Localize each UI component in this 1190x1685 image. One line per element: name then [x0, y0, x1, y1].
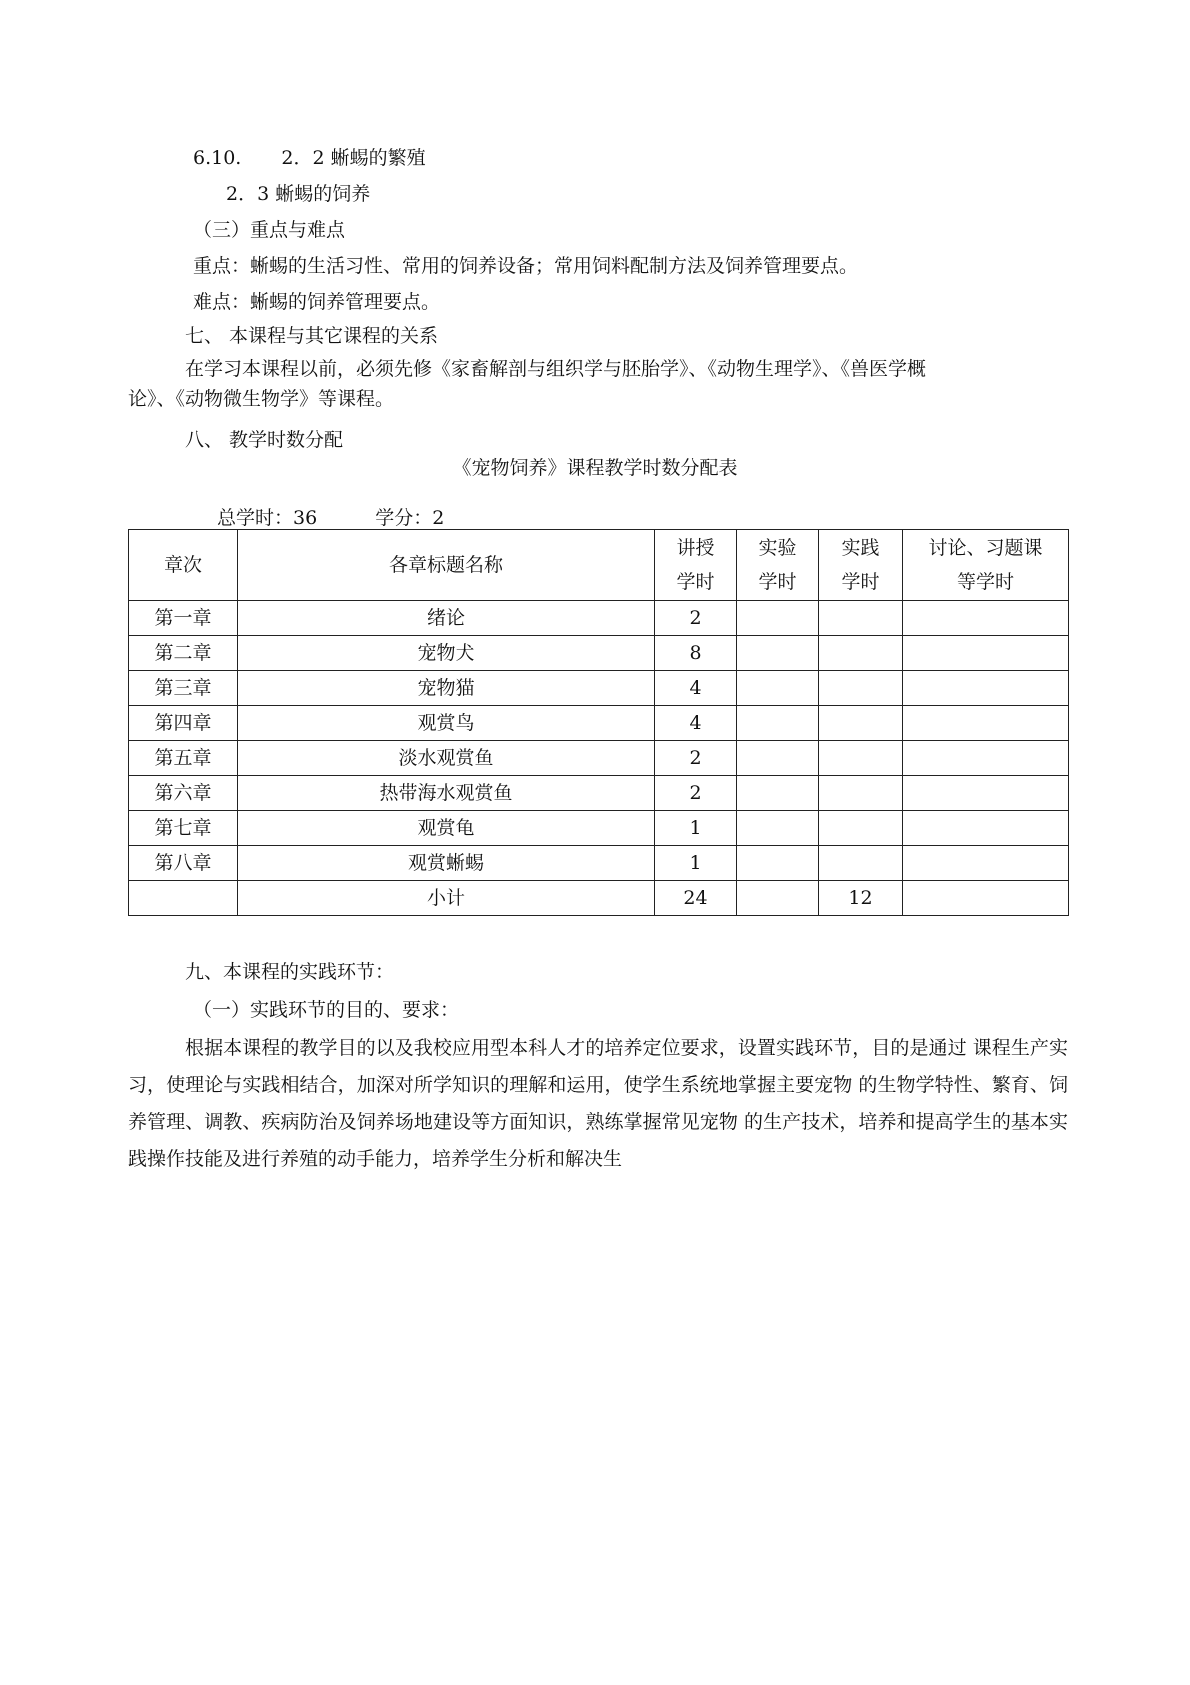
- cell-lecture: 1: [655, 846, 737, 881]
- totals-line: [217, 506, 444, 530]
- cell-title: 观赏蜥蜴: [238, 846, 655, 881]
- cell-lecture: 2: [655, 601, 737, 636]
- cell-practice: [819, 811, 903, 846]
- cell-chapter: 第二章: [129, 636, 238, 671]
- table-subtotal-row: [129, 881, 1069, 916]
- cell-discussion: [903, 741, 1069, 776]
- cell-lab: [737, 671, 819, 706]
- section-9-subheading: （一）实践环节的目的、要求：: [193, 999, 460, 1021]
- cell-discussion: [903, 601, 1069, 636]
- cell-title: 宠物猫: [238, 671, 655, 706]
- header-practice: [819, 530, 903, 601]
- section-7-line-2: 论》、《动物微生物学》等课程。: [128, 388, 395, 410]
- header-discussion-line-2: 等学时: [956, 571, 1014, 593]
- cell-chapter: 第七章: [129, 811, 238, 846]
- cell-practice: [819, 776, 903, 811]
- section-7-line-1: 在学习本课程以前，必须先修《家畜解剖与组织学与胚胎学》、《动物生理学》、《兽医学概: [185, 358, 927, 380]
- table-row: [129, 811, 1069, 846]
- cell-practice: [819, 846, 903, 881]
- cell-lab: [737, 706, 819, 741]
- header-lecture-line-1: 讲授: [676, 537, 715, 559]
- cell-lecture: 4: [655, 706, 737, 741]
- cell-lecture: 1: [655, 811, 737, 846]
- outline-text: 2．2 蜥蜴的繁殖: [281, 147, 426, 169]
- cell-title: 观赏龟: [238, 811, 655, 846]
- table-row: [129, 601, 1069, 636]
- section-9-heading: 九、本课程的实践环节：: [185, 961, 395, 983]
- cell-chapter: 第三章: [129, 671, 238, 706]
- cell-discussion: [903, 846, 1069, 881]
- header-lecture: [655, 530, 737, 601]
- header-practice-line-1: 实践: [841, 537, 880, 559]
- table-row: [129, 846, 1069, 881]
- cell-lab: [737, 881, 819, 916]
- cell-practice: [819, 636, 903, 671]
- section-3-heading: （三）重点与难点: [193, 219, 346, 241]
- cell-discussion: [903, 881, 1069, 916]
- table-header-row: [129, 530, 1069, 601]
- cell-chapter: 第五章: [129, 741, 238, 776]
- section-9-paragraph: 根据本课程的教学目的以及我校应用型本科人才的培养定位要求，设置实践环节，目的是通过 课程生产实习，使理论与实践相结合，加深对所学知识的理解和运用，使学生系统地掌握主要宠物 的生物学特性、繁育、饲养管理、调教、疾病防治及饲养场地建设等方面知识，熟练掌握常见宠物 的生产技术，培养和提高学生的基本实践操作技能及进行养殖的动手能力，培养学生分析和解决生: [128, 1037, 1068, 1170]
- credits: 学分：2: [375, 507, 445, 529]
- cell-title: 淡水观赏鱼: [238, 741, 655, 776]
- cell-practice: 12: [819, 881, 903, 916]
- cell-lab: [737, 811, 819, 846]
- cell-title: 观赏鸟: [238, 706, 655, 741]
- outline-item-6-10: [193, 146, 426, 170]
- cell-lab: [737, 601, 819, 636]
- outline-item-2-3: 2．3 蜥蜴的饲养: [226, 183, 371, 205]
- table-row: [129, 671, 1069, 706]
- cell-lecture: 8: [655, 636, 737, 671]
- cell-lab: [737, 776, 819, 811]
- cell-practice: [819, 601, 903, 636]
- header-title: 各章标题名称: [238, 530, 655, 601]
- cell-discussion: [903, 636, 1069, 671]
- cell-lab: [737, 846, 819, 881]
- hours-allocation-table: [128, 529, 1069, 916]
- cell-discussion: [903, 706, 1069, 741]
- cell-title: 小计: [238, 881, 655, 916]
- table-row: [129, 636, 1069, 671]
- cell-discussion: [903, 776, 1069, 811]
- header-lab-line-1: 实验: [758, 537, 797, 559]
- header-practice-line-2: 学时: [841, 571, 880, 593]
- cell-discussion: [903, 671, 1069, 706]
- cell-chapter: [129, 881, 238, 916]
- cell-practice: [819, 706, 903, 741]
- header-lecture-line-2: 学时: [676, 571, 715, 593]
- section-7-heading: 七、 本课程与其它课程的关系: [185, 325, 439, 347]
- table-caption: 《宠物饲养》课程教学时数分配表: [452, 457, 738, 479]
- header-discussion-line-1: 讨论、习题课: [928, 537, 1043, 559]
- cell-lecture: 2: [655, 741, 737, 776]
- header-lab-line-2: 学时: [758, 571, 797, 593]
- header-lab: [737, 530, 819, 601]
- cell-lecture: 4: [655, 671, 737, 706]
- cell-lecture: 2: [655, 776, 737, 811]
- table-row: [129, 776, 1069, 811]
- key-points-line: 重点：蜥蜴的生活习性、常用的饲养设备；常用饲料配制方法及饲养管理要点。: [193, 255, 859, 277]
- table-row: [129, 706, 1069, 741]
- cell-title: 热带海水观赏鱼: [238, 776, 655, 811]
- outline-number: 6.10.: [193, 147, 242, 169]
- cell-discussion: [903, 811, 1069, 846]
- cell-practice: [819, 671, 903, 706]
- total-hours: 总学时：36: [217, 507, 318, 529]
- cell-chapter: 第八章: [129, 846, 238, 881]
- cell-lecture: 24: [655, 881, 737, 916]
- table-row: [129, 741, 1069, 776]
- cell-chapter: 第六章: [129, 776, 238, 811]
- cell-chapter: 第四章: [129, 706, 238, 741]
- cell-title: 宠物犬: [238, 636, 655, 671]
- header-chapter: 章次: [129, 530, 238, 601]
- cell-lab: [737, 636, 819, 671]
- header-discussion: [903, 530, 1069, 601]
- section-8-heading: 八、 教学时数分配: [185, 429, 344, 451]
- cell-title: 绪论: [238, 601, 655, 636]
- cell-practice: [819, 741, 903, 776]
- difficulties-line: 难点：蜥蜴的饲养管理要点。: [193, 291, 441, 313]
- cell-lab: [737, 741, 819, 776]
- cell-chapter: 第一章: [129, 601, 238, 636]
